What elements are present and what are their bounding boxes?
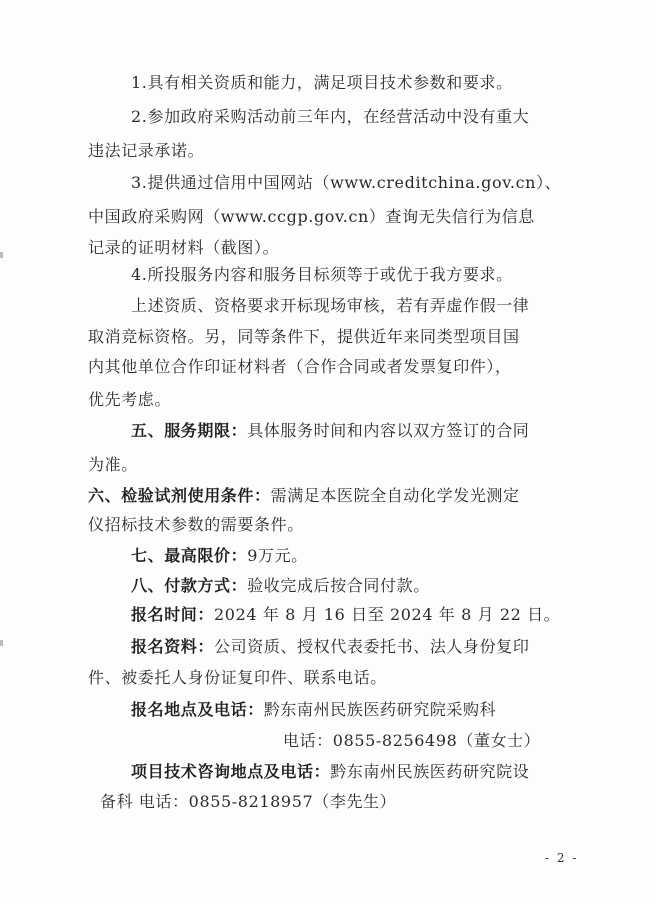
section-6-text: 需满足本医院全自动化学发光测定 [270, 486, 520, 505]
section-5-label: 五、服务期限： [131, 421, 248, 440]
item-1: 1.具有相关资质和能力，满足项目技术参数和要求。 [131, 73, 513, 92]
item-3-line-3: 记录的证明材料（截图）。 [88, 238, 280, 257]
registration-place-text: 黔东南州民族医药研究院采购科 [263, 700, 497, 719]
section-7-label: 七、最高限价： [131, 546, 248, 565]
section-6-line-1 [88, 486, 520, 506]
section-8 [131, 576, 430, 596]
review-line-2: 取消竞标资格。另，同等条件下，提供近年来同类型项目国 [88, 327, 520, 346]
registration-place [131, 700, 496, 720]
section-5-text: 具体服务时间和内容以双方签订的合同 [247, 421, 530, 440]
consult-line-2: 备科 电话：0855-8218957（李先生） [100, 792, 397, 811]
review-line-3: 内其他单位合作印证材料者（合作合同或者发票复印件）， [88, 357, 512, 376]
section-8-text: 验收完成后按合同付款。 [247, 576, 430, 595]
section-8-label: 八、付款方式： [131, 576, 248, 595]
item-2-line-1: 2.参加政府采购活动前三年内，在经营活动中没有重大 [131, 107, 530, 126]
item-2-line-2: 违法记录承诺。 [88, 141, 205, 160]
registration-docs-text: 公司资质、授权代表委托书、法人身份复印 [214, 637, 530, 656]
section-6-line-2: 仪招标技术参数的需要条件。 [88, 515, 304, 534]
registration-time-text: 2024 年 8 月 16 日至 2024 年 8 月 22 日。 [214, 605, 561, 624]
item-3-line-1: 3.提供通过信用中国网站（www.creditchina.gov.cn）、 [131, 173, 562, 192]
item-4: 4.所投服务内容和服务目标须等于或优于我方要求。 [131, 265, 513, 284]
consult-text: 黔东南州民族医药研究院设 [330, 762, 530, 781]
section-7 [131, 546, 308, 566]
section-5-line-1 [131, 421, 529, 441]
consult-line-1 [131, 762, 529, 782]
registration-docs-line-1 [131, 637, 529, 657]
consult-label: 项目技术咨询地点及电话： [131, 762, 331, 781]
review-line-4: 优先考虑。 [88, 390, 172, 409]
review-line-1: 上述资质、资格要求开标现场审核，若有弄虚作假一律 [131, 296, 530, 315]
registration-time [131, 605, 560, 625]
page-number: - 2 - [545, 851, 579, 865]
registration-docs-line-2: 件、被委托人身份证复印件、联系电话。 [88, 668, 387, 687]
scan-mark [0, 252, 3, 258]
section-5-line-2: 为准。 [88, 455, 138, 474]
registration-docs-label: 报名资料： [131, 637, 215, 656]
item-3-line-2: 中国政府采购网（www.ccgp.gov.cn）查询无失信行为信息 [88, 207, 535, 226]
registration-place-label: 报名地点及电话： [131, 700, 264, 719]
registration-phone: 电话：0855-8256498（董女士） [283, 731, 541, 750]
section-6-label: 六、检验试剂使用条件： [88, 486, 271, 505]
registration-time-label: 报名时间： [131, 605, 215, 624]
scan-mark [0, 640, 3, 646]
section-7-text: 9万元。 [247, 546, 308, 565]
